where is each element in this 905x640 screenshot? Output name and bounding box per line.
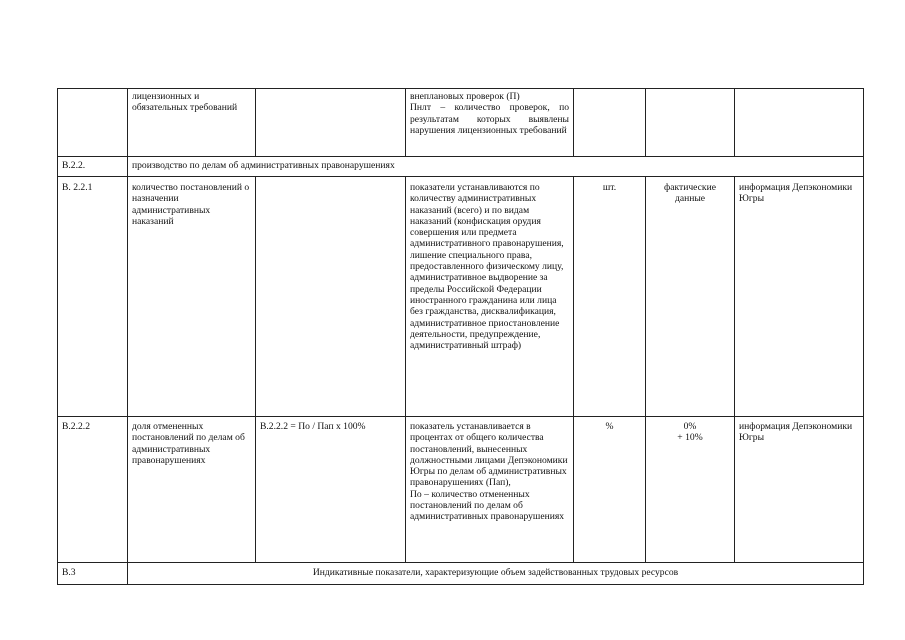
cell-unit: шт. — [574, 177, 646, 417]
section-title: производство по делам об административных правонарушениях — [128, 157, 864, 177]
table-row — [58, 177, 864, 417]
description-line: По – количество отмененных постановлений по делам об административных правонарушениях — [410, 488, 565, 523]
cell-description — [406, 417, 574, 563]
cell-formula: В.2.2.2 = По / Пап х 100% — [256, 417, 406, 563]
description-line: Пнлт – количество проверок, по результатам которых выявлены нарушения лицензионных требований — [410, 102, 569, 136]
cell-name: количество постановлений о назначении административных наказаний — [128, 177, 256, 417]
cell-formula — [256, 89, 406, 157]
cell-description: показатели устанавливаются по количеству административных наказаний (всего) и по видам наказаний (конфискация орудия совершения или предмета административного правонарушения, лишение специального права, предоставленного физическому лицу, административное выдворение за пределы Российской Федерации иностранного гражданина или лица без гражданства, дисквалификация, административное приостановление деятельности, предупреждение, административный штраф) — [406, 177, 574, 417]
indicators-table — [57, 88, 864, 585]
cell-target — [646, 417, 735, 563]
cell-name: доля отмененных постановлений по делам об административных правонарушениях — [128, 417, 256, 563]
cell-unit — [574, 89, 646, 157]
description-line: показатель устанавливается в процентах от общего количества постановлений, вынесенных должностными лицами Депэкономики Югры по делам об административных правонарушениях (Пап), — [410, 421, 568, 489]
target-line: + 10% — [677, 432, 703, 444]
cell-formula — [256, 177, 406, 417]
description-line: внеплановых проверок (П) — [410, 91, 520, 102]
cell-code — [58, 89, 128, 157]
cell-target — [646, 89, 735, 157]
table-row — [58, 417, 864, 563]
table-row-continuation — [58, 89, 864, 157]
cell-code: В.3 — [58, 563, 128, 585]
cell-unit: % — [574, 417, 646, 563]
cell-code: В.2.2. — [58, 157, 128, 177]
section-title: Индикативные показатели, характеризующие объем задействованных трудовых ресурсов — [128, 563, 864, 585]
cell-source: информация Депэкономики Югры — [735, 417, 864, 563]
cell-source — [735, 89, 864, 157]
cell-code: В.2.2.2 — [58, 417, 128, 563]
cell-target: фактические данные — [646, 177, 735, 417]
cell-source: информация Депэкономики Югры — [735, 177, 864, 417]
cell-code: В. 2.2.1 — [58, 177, 128, 417]
cell-name: лицензионных и обязательных требований — [128, 89, 256, 157]
table-row-section — [58, 157, 864, 177]
target-line: 0% — [683, 421, 697, 432]
table-row-section — [58, 563, 864, 585]
cell-description — [406, 89, 574, 157]
